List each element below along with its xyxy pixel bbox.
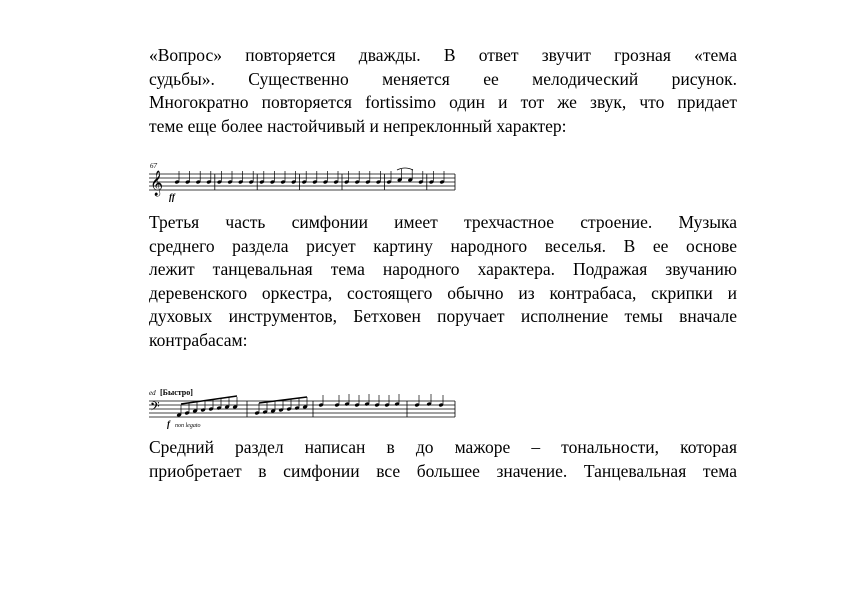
paragraph-1 [149, 44, 737, 138]
music-example-2 [149, 383, 459, 433]
text-line: приобретает в симфонии все большее значение. Танцевальная тема [149, 460, 737, 481]
bass-clef-icon: 𝄢 [150, 399, 160, 417]
measure-number: 67 [150, 162, 157, 170]
notes [176, 394, 443, 417]
text-line: «Вопрос» повторяется дважды. В ответ звучит грозная «тема [149, 45, 737, 65]
text-line: деревенского оркестра, состоящего обычно из контрабаса, скрипки и [149, 282, 737, 303]
staff-lines [149, 401, 455, 417]
text-line: Многократно повторяется fortissimo один и тот же звук, что придает [149, 92, 737, 113]
paragraph-3 [149, 436, 737, 483]
text-line: судьбы». Существенно меняется ее мелодический рисунок. [149, 68, 737, 89]
text-line: среднего раздела рисует картину народного веселья. В ее основе [149, 235, 737, 256]
staff-lines [149, 174, 455, 190]
notes [174, 168, 444, 190]
text-line: духовых инструментов, Бетховен поручает исполнение темы вначале [149, 306, 737, 327]
paragraph-2 [149, 211, 737, 353]
measure-number: ed [149, 389, 156, 397]
expression-marking: non legato [175, 423, 201, 429]
music-example-1 [149, 160, 459, 202]
text-line: контрабасам: [149, 329, 248, 350]
dynamic-marking: ff [169, 192, 175, 202]
text-line: лежит танцевальная тема народного характера. Подражая звучанию [149, 259, 737, 280]
text-line: Третья часть симфонии имеет трехчастное строение. Музыка [149, 212, 737, 232]
tempo-marking: [Быстро] [160, 388, 193, 397]
treble-clef-icon: 𝄞 [150, 171, 164, 196]
text-line: теме еще более настойчивый и непреклонный характер: [149, 115, 567, 136]
dynamic-marking: f [167, 419, 170, 429]
text-line: Средний раздел написан в до мажоре – тональности, которая [149, 437, 737, 457]
